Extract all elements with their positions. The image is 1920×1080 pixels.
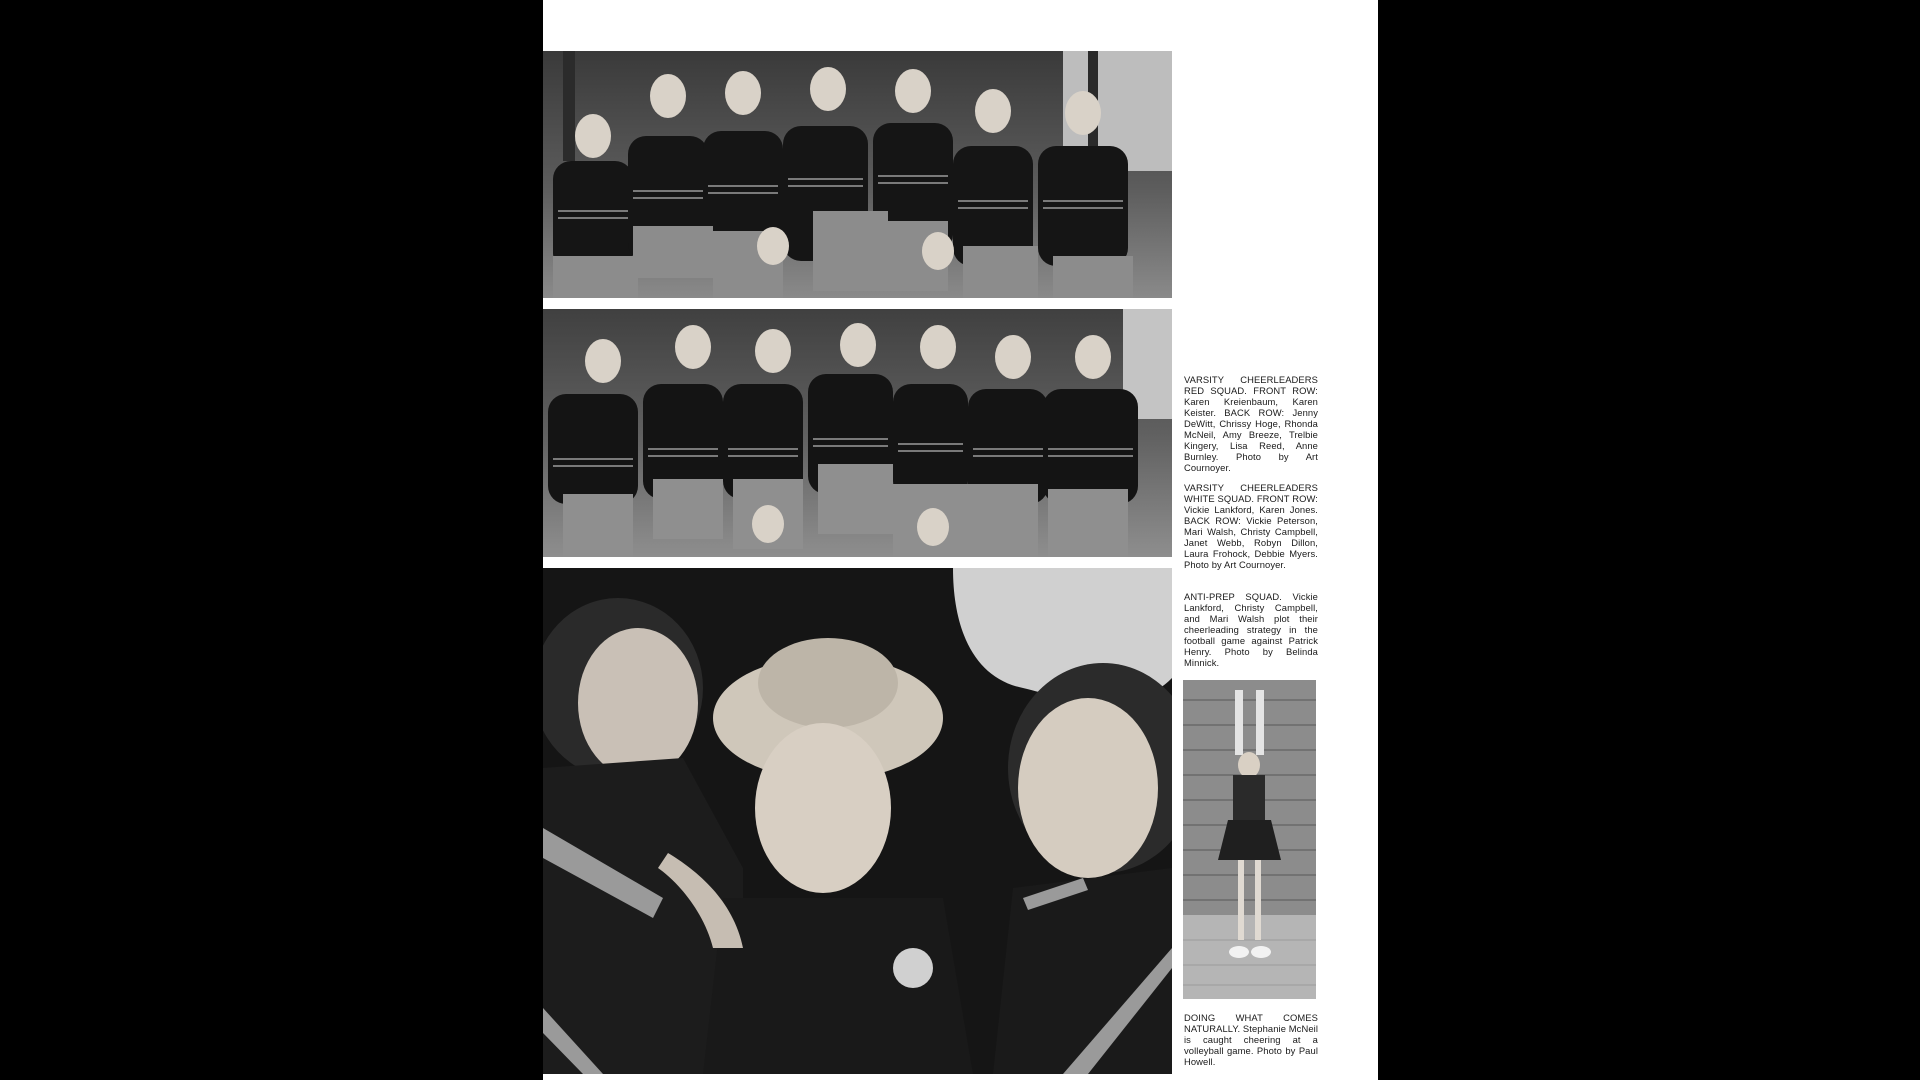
red-squad-image bbox=[543, 51, 1172, 298]
volleyball-cheer-image bbox=[1183, 680, 1316, 999]
caption-anti-prep: ANTI-PREP SQUAD. Vickie Lankford, Christy Campbell, and Mari Walsh plot their cheerleading strategy in the football game against Patrick Henry. Photo by Belinda Minnick. bbox=[1184, 591, 1318, 668]
caption-doing-what-comes-naturally: DOING WHAT COMES NATURALLY. Stephanie McNeil is caught cheering at a volleyball game. Photo by Paul Howell. bbox=[1184, 1012, 1319, 1067]
white-squad-image bbox=[543, 309, 1172, 557]
volleyball-cheer-photo bbox=[1183, 680, 1316, 999]
caption-red-squad: VARSITY CHEERLEADERS RED SQUAD. FRONT ROW: Karen Kreienbaum, Karen Keister. BACK ROW: Jenny DeWitt, Chrissy Hoge, Rhonda McNeil, Amy Breeze, Trelbie Kingery, Lisa Reed, Anne Burnley. Photo by Art Cournoyer. bbox=[1184, 374, 1318, 473]
caption-white-squad: VARSITY CHEERLEADERS WHITE SQUAD. FRONT ROW: Vickie Lankford, Karen Jones. BACK ROW: Vickie Peterson, Mari Walsh, Christy Campbell, Janet Webb, Robyn Dillon, Laura Frohock, Debbie Myers. Photo by Art Cournoyer. bbox=[1184, 482, 1318, 570]
varsity-red-squad-photo bbox=[543, 51, 1172, 298]
yearbook-page bbox=[543, 0, 1378, 1080]
varsity-white-squad-photo bbox=[543, 309, 1172, 557]
anti-prep-image bbox=[543, 568, 1172, 1074]
anti-prep-squad-photo bbox=[543, 568, 1172, 1074]
